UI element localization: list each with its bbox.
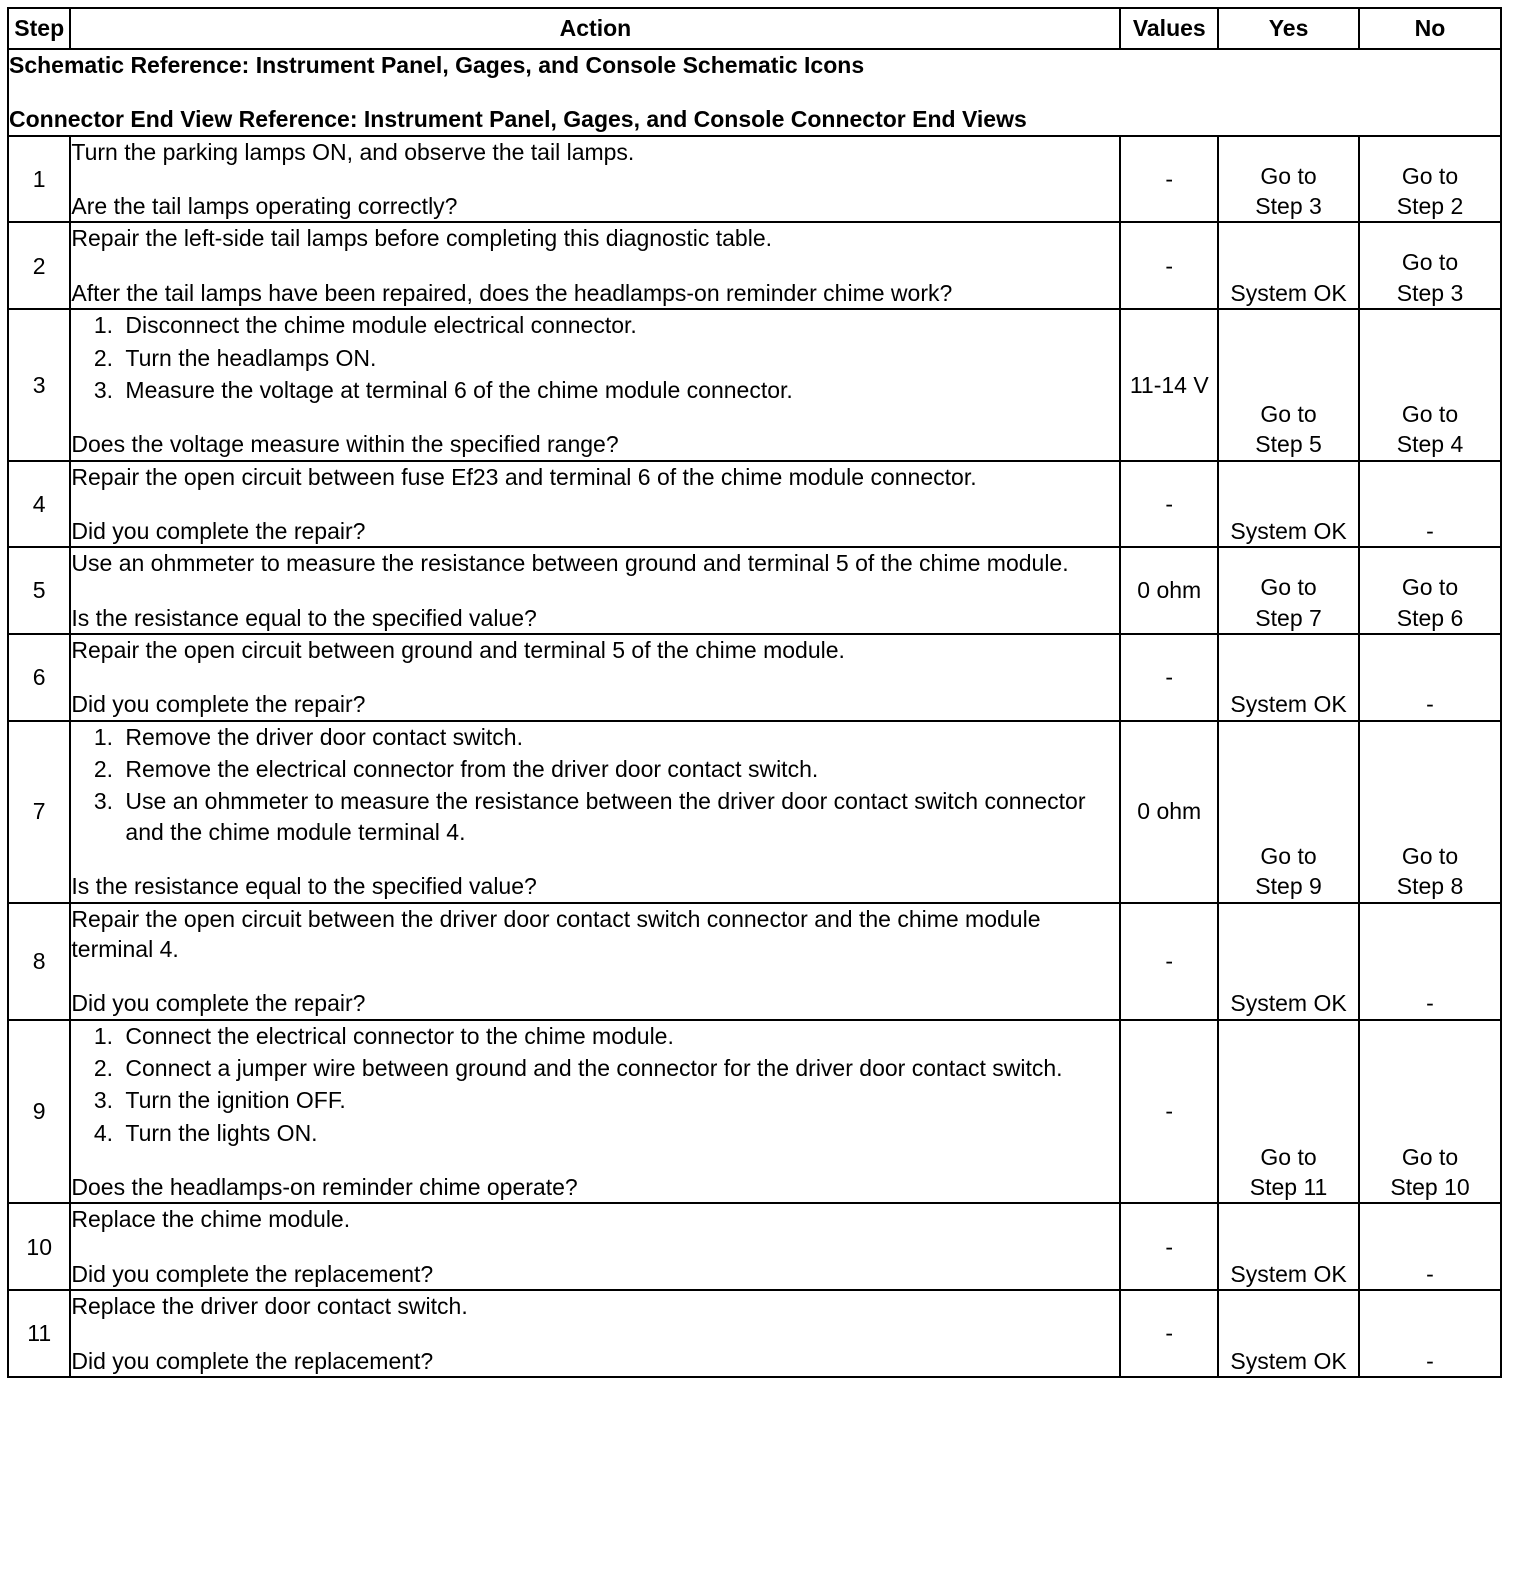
no-cell	[1359, 136, 1501, 223]
no-target: Go to Step 10	[1390, 1143, 1470, 1201]
step-number: 9	[8, 1020, 70, 1204]
yes-target: System OK	[1230, 517, 1347, 544]
action-list	[71, 722, 1119, 847]
header-action: Action	[70, 8, 1120, 49]
value-cell: -	[1120, 634, 1218, 721]
diagnostic-table	[7, 7, 1502, 1378]
yes-target: System OK	[1230, 1347, 1347, 1374]
action-question: Did you complete the repair?	[71, 517, 366, 544]
value-cell: -	[1120, 1020, 1218, 1204]
action-question: Did you complete the replacement?	[71, 1260, 434, 1287]
action-cell	[70, 222, 1120, 309]
table-row	[8, 461, 1501, 548]
action-question: Is the resistance equal to the specified value?	[71, 873, 537, 900]
yes-target: System OK	[1230, 691, 1347, 718]
yes-target: Go to Step 9	[1255, 842, 1322, 900]
reference-row	[8, 49, 1501, 136]
no-cell	[1359, 903, 1501, 1020]
no-cell	[1359, 461, 1501, 548]
step-number: 8	[8, 903, 70, 1020]
value-cell: 0 ohm	[1120, 721, 1218, 903]
no-cell	[1359, 547, 1501, 634]
action-list	[71, 310, 1119, 405]
table-row	[8, 1290, 1501, 1377]
action-question: Did you complete the replacement?	[71, 1347, 434, 1374]
table-row	[8, 634, 1501, 721]
table-header	[8, 8, 1501, 49]
no-target: Go to Step 2	[1396, 162, 1464, 220]
action-question: After the tail lamps have been repaired, does the headlamps-on reminder chime work?	[71, 279, 953, 306]
yes-cell	[1218, 903, 1359, 1020]
action-cell	[70, 721, 1120, 903]
yes-cell	[1218, 136, 1359, 223]
action-text: Repair the open circuit between fuse Ef23 and terminal 6 of the chime module connector.	[71, 463, 977, 490]
yes-target: Go to Step 7	[1255, 574, 1322, 631]
yes-cell	[1218, 634, 1359, 721]
action-cell	[70, 547, 1120, 634]
action-list-item: 3. Turn the ignition OFF.	[119, 1085, 1119, 1115]
no-target: -	[1426, 1260, 1434, 1287]
action-question: Did you complete the repair?	[71, 691, 366, 718]
table-row	[8, 903, 1501, 1020]
action-list-item: 1. Connect the electrical connector to the chime module.	[119, 1021, 1119, 1051]
connector-reference: Connector End View Reference: Instrument Panel, Gages, and Console Connector End Views	[9, 106, 1027, 133]
value-cell: 11-14 V	[1120, 309, 1218, 460]
action-list-item: 3. Measure the voltage at terminal 6 of the chime module connector.	[119, 375, 1119, 405]
step-number: 2	[8, 222, 70, 309]
step-number: 11	[8, 1290, 70, 1377]
action-question: Did you complete the repair?	[71, 990, 366, 1017]
yes-cell	[1218, 1020, 1359, 1204]
action-cell	[70, 634, 1120, 721]
yes-cell	[1218, 461, 1359, 548]
header-step: Step	[8, 8, 70, 49]
action-text: Repair the left-side tail lamps before completing this diagnostic table.	[71, 225, 772, 252]
header-no: No	[1359, 8, 1501, 49]
yes-target: System OK	[1230, 990, 1347, 1017]
yes-cell	[1218, 547, 1359, 634]
value-cell: -	[1120, 1203, 1218, 1290]
yes-cell	[1218, 222, 1359, 309]
value-cell: -	[1120, 461, 1218, 548]
no-cell	[1359, 634, 1501, 721]
no-target: Go to Step 8	[1396, 842, 1464, 900]
yes-target: Go to Step 5	[1255, 400, 1322, 458]
action-cell	[70, 1020, 1120, 1204]
step-number: 6	[8, 634, 70, 721]
action-cell	[70, 1290, 1120, 1377]
header-yes: Yes	[1218, 8, 1359, 49]
value-cell: 0 ohm	[1120, 547, 1218, 634]
action-cell	[70, 903, 1120, 1020]
no-target: -	[1426, 1347, 1434, 1374]
schematic-reference: Schematic Reference: Instrument Panel, Gages, and Console Schematic Icons	[9, 52, 865, 78]
no-cell	[1359, 1290, 1501, 1377]
step-number: 1	[8, 136, 70, 223]
step-number: 4	[8, 461, 70, 548]
no-target: -	[1426, 517, 1434, 544]
yes-cell	[1218, 1290, 1359, 1377]
no-target: Go to Step 3	[1396, 249, 1464, 306]
table-row	[8, 309, 1501, 460]
action-list-item: 2. Remove the electrical connector from the driver door contact switch.	[119, 754, 1119, 784]
table-row	[8, 547, 1501, 634]
value-cell: -	[1120, 1290, 1218, 1377]
no-target: Go to Step 6	[1396, 574, 1464, 631]
table-row	[8, 721, 1501, 903]
no-cell	[1359, 1020, 1501, 1204]
value-cell: -	[1120, 222, 1218, 309]
value-cell: -	[1120, 136, 1218, 223]
action-list	[71, 1021, 1119, 1148]
action-text: Turn the parking lamps ON, and observe the tail lamps.	[71, 138, 635, 165]
table-row	[8, 1203, 1501, 1290]
no-cell	[1359, 1203, 1501, 1290]
table-row	[8, 136, 1501, 223]
action-cell	[70, 136, 1120, 223]
yes-target: Go to Step 11	[1249, 1143, 1328, 1201]
header-row	[8, 8, 1501, 49]
action-cell	[70, 1203, 1120, 1290]
yes-cell	[1218, 1203, 1359, 1290]
table-body	[8, 49, 1501, 1377]
step-number: 3	[8, 309, 70, 460]
action-list-item: 2. Connect a jumper wire between ground and the connector for the driver door contact switch.	[119, 1053, 1119, 1083]
action-list-item: 4. Turn the lights ON.	[119, 1118, 1119, 1148]
action-question: Does the voltage measure within the specified range?	[71, 431, 619, 458]
header-values: Values	[1120, 8, 1218, 49]
no-cell	[1359, 222, 1501, 309]
step-number: 5	[8, 547, 70, 634]
table-row	[8, 222, 1501, 309]
action-question: Are the tail lamps operating correctly?	[71, 193, 458, 220]
yes-target: Go to Step 3	[1255, 162, 1322, 220]
no-target: -	[1426, 990, 1434, 1017]
step-number: 10	[8, 1203, 70, 1290]
action-text: Replace the driver door contact switch.	[71, 1293, 468, 1320]
action-list-item: 3. Use an ohmmeter to measure the resistance between the driver door contact switch connector and the chime module terminal 4.	[119, 786, 1119, 847]
yes-target: System OK	[1230, 279, 1347, 306]
action-list-item: 1. Disconnect the chime module electrical connector.	[119, 310, 1119, 340]
action-text: Use an ohmmeter to measure the resistance between ground and terminal 5 of the chime module.	[71, 550, 1069, 577]
reference-cell	[8, 49, 1501, 136]
action-text: Repair the open circuit between ground and terminal 5 of the chime module.	[71, 637, 845, 664]
yes-cell	[1218, 721, 1359, 903]
no-target: Go to Step 4	[1396, 400, 1464, 458]
action-cell	[70, 461, 1120, 548]
action-cell	[70, 309, 1120, 460]
step-number: 7	[8, 721, 70, 903]
action-text: Replace the chime module.	[71, 1206, 351, 1233]
action-list-item: 2. Turn the headlamps ON.	[119, 343, 1119, 373]
yes-target: System OK	[1230, 1260, 1347, 1287]
action-question: Does the headlamps-on reminder chime operate?	[71, 1174, 578, 1201]
no-cell	[1359, 309, 1501, 460]
action-question: Is the resistance equal to the specified value?	[71, 604, 537, 631]
no-cell	[1359, 721, 1501, 903]
yes-cell	[1218, 309, 1359, 460]
action-text: Repair the open circuit between the driver door contact switch connector and the chime module terminal 4.	[71, 905, 1041, 962]
no-target: -	[1426, 691, 1434, 718]
value-cell: -	[1120, 903, 1218, 1020]
table-row	[8, 1020, 1501, 1204]
action-list-item: 1. Remove the driver door contact switch.	[119, 722, 1119, 752]
